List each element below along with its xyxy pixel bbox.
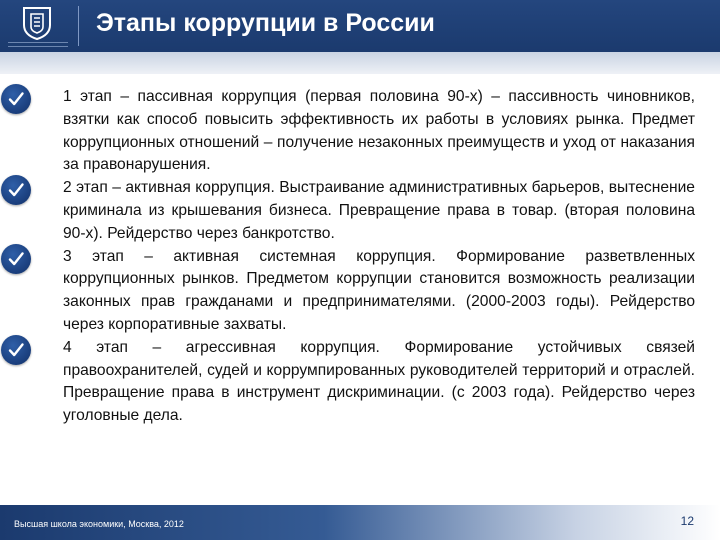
checkmark-icon [1, 244, 31, 274]
stage-text: 2 этап – активная коррупция. Выстраивание административных барьеров, вытеснение криминала из крышевания бизнеса. Превращение права в товар. (вторая половина 90-х). Рейдерство через банкротство. [63, 179, 695, 242]
stage-text: 1 этап – пассивная коррупция (первая половина 90-х) – пассивность чиновников, взятки как способ повысить эффективность их работы в условиях рынка. Предмет коррупционных отношений – получение незаконных преимуществ и уход от наказания за правонарушения. [63, 88, 695, 174]
page-title: Этапы коррупции в России [96, 9, 435, 37]
page-number: 12 [680, 514, 694, 528]
stage-item-4 [63, 337, 695, 428]
checkmark-icon [1, 175, 31, 205]
slide-footer [0, 505, 720, 540]
logo [0, 0, 74, 52]
stage-item-2 [63, 177, 695, 245]
checkmark-icon [1, 335, 31, 365]
stage-text: 3 этап – активная системная коррупция. Формирование разветвленных коррупционных рынков. Предметом коррупции становится возможность реализации законных прав гражданами и предпринимателями. (2000-2003 годы). Рейдерство через корпоративные захваты. [63, 247, 695, 333]
logo-caption-lines [8, 42, 68, 47]
university-crest-icon [20, 5, 54, 41]
header-band [0, 52, 720, 74]
slide-header [0, 0, 720, 52]
header-divider [78, 6, 79, 46]
stages-list [63, 86, 695, 428]
footer-organization: Высшая школа экономики, Москва, 2012 [14, 519, 184, 529]
checkmark-icon [1, 84, 31, 114]
stage-item-3 [63, 246, 695, 337]
stage-item-1 [63, 86, 695, 177]
stage-text: 4 этап – агрессивная коррупция. Формирование устойчивых связей правоохранителей, судей и коррумпированных руководителей территорий и отраслей. Превращение права в инструмент дискриминации. (с 2003 года). Рейдерство через уголовные дела. [63, 338, 695, 425]
